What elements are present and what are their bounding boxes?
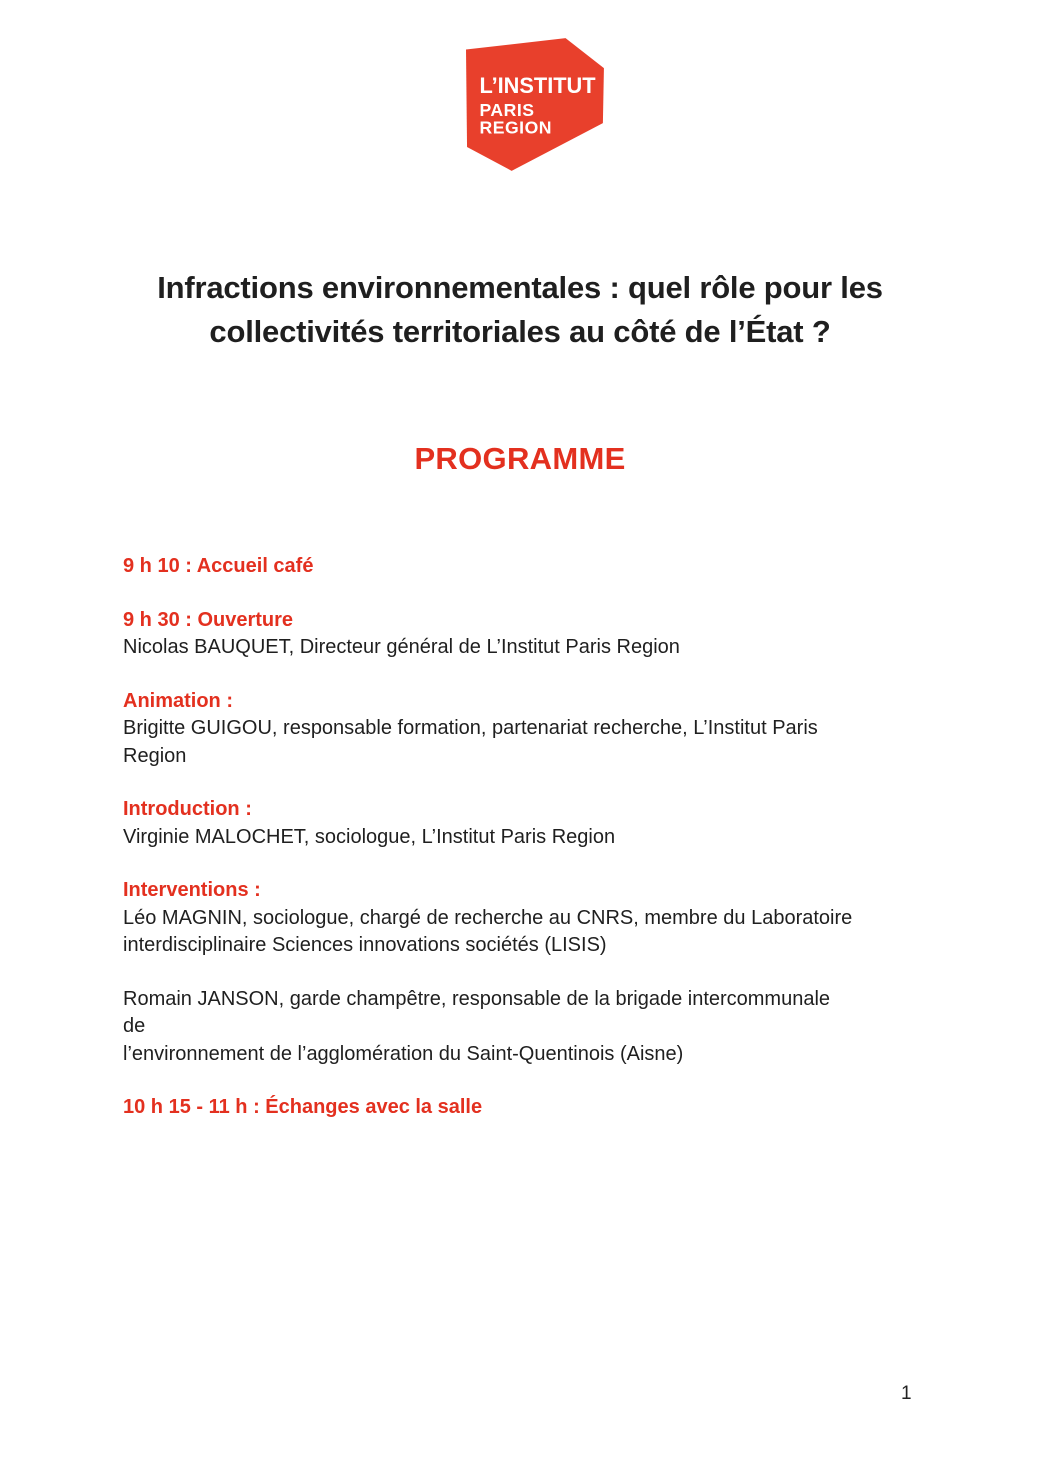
programme-section: [123, 1094, 853, 1122]
document-title: [0, 266, 1040, 354]
section-line: Virginie MALOCHET, sociologue, L’Institut Paris Region: [123, 825, 616, 848]
section-line: Nicolas BAUQUET, Directeur général de L’Institut Paris Region: [123, 636, 680, 658]
institut-paris-region-logo: [466, 38, 606, 173]
section-heading: Interventions :: [123, 879, 261, 901]
section-line: Romain JANSON, garde champêtre, responsable de la brigade intercommunale de: [123, 987, 831, 1037]
programme-section: [123, 986, 853, 1069]
section-heading: 9 h 10 : Accueil café: [123, 555, 314, 577]
section-lines: [123, 634, 853, 662]
programme-sections: [123, 553, 853, 1148]
section-heading: 9 h 30 : Ouverture: [123, 608, 294, 631]
programme-section: [123, 553, 853, 581]
programme-section: [123, 607, 853, 662]
section-line: l’environnement de l’agglomération du Saint-Quentinois (Aisne): [123, 1042, 684, 1065]
logo-hexagon-icon: [466, 38, 606, 173]
logo-text-line1: L’INSTITUT: [479, 73, 596, 99]
section-lines: [123, 905, 853, 960]
section-heading: Introduction :: [123, 798, 252, 820]
section-lines: [123, 715, 853, 770]
logo-text-line3: REGION: [479, 117, 553, 138]
section-heading: Animation :: [123, 689, 233, 712]
section-heading: 10 h 15 - 11 h : Échanges avec la salle: [123, 1096, 483, 1118]
section-lines: [123, 986, 853, 1069]
section-line: Brigitte GUIGOU, responsable formation, partenariat recherche, L’Institut Paris Region: [123, 717, 818, 767]
programme-section: [123, 877, 853, 960]
programme-section: [123, 796, 853, 851]
section-line: Léo MAGNIN, sociologue, chargé de recherche au CNRS, membre du Laboratoire: [123, 906, 853, 929]
page-number: 1: [901, 1383, 912, 1404]
programme-heading: PROGRAMME: [414, 441, 626, 476]
section-lines: [123, 824, 853, 852]
document-title-line1: Infractions environnementales : quel rôle pour les: [157, 270, 883, 305]
programme-section: [123, 688, 853, 771]
logo-text-line2: PARIS: [479, 99, 535, 120]
section-line: interdisciplinaire Sciences innovations sociétés (LISIS): [123, 934, 607, 956]
document-title-line2: collectivités territoriales au côté de l’État ?: [209, 314, 831, 349]
